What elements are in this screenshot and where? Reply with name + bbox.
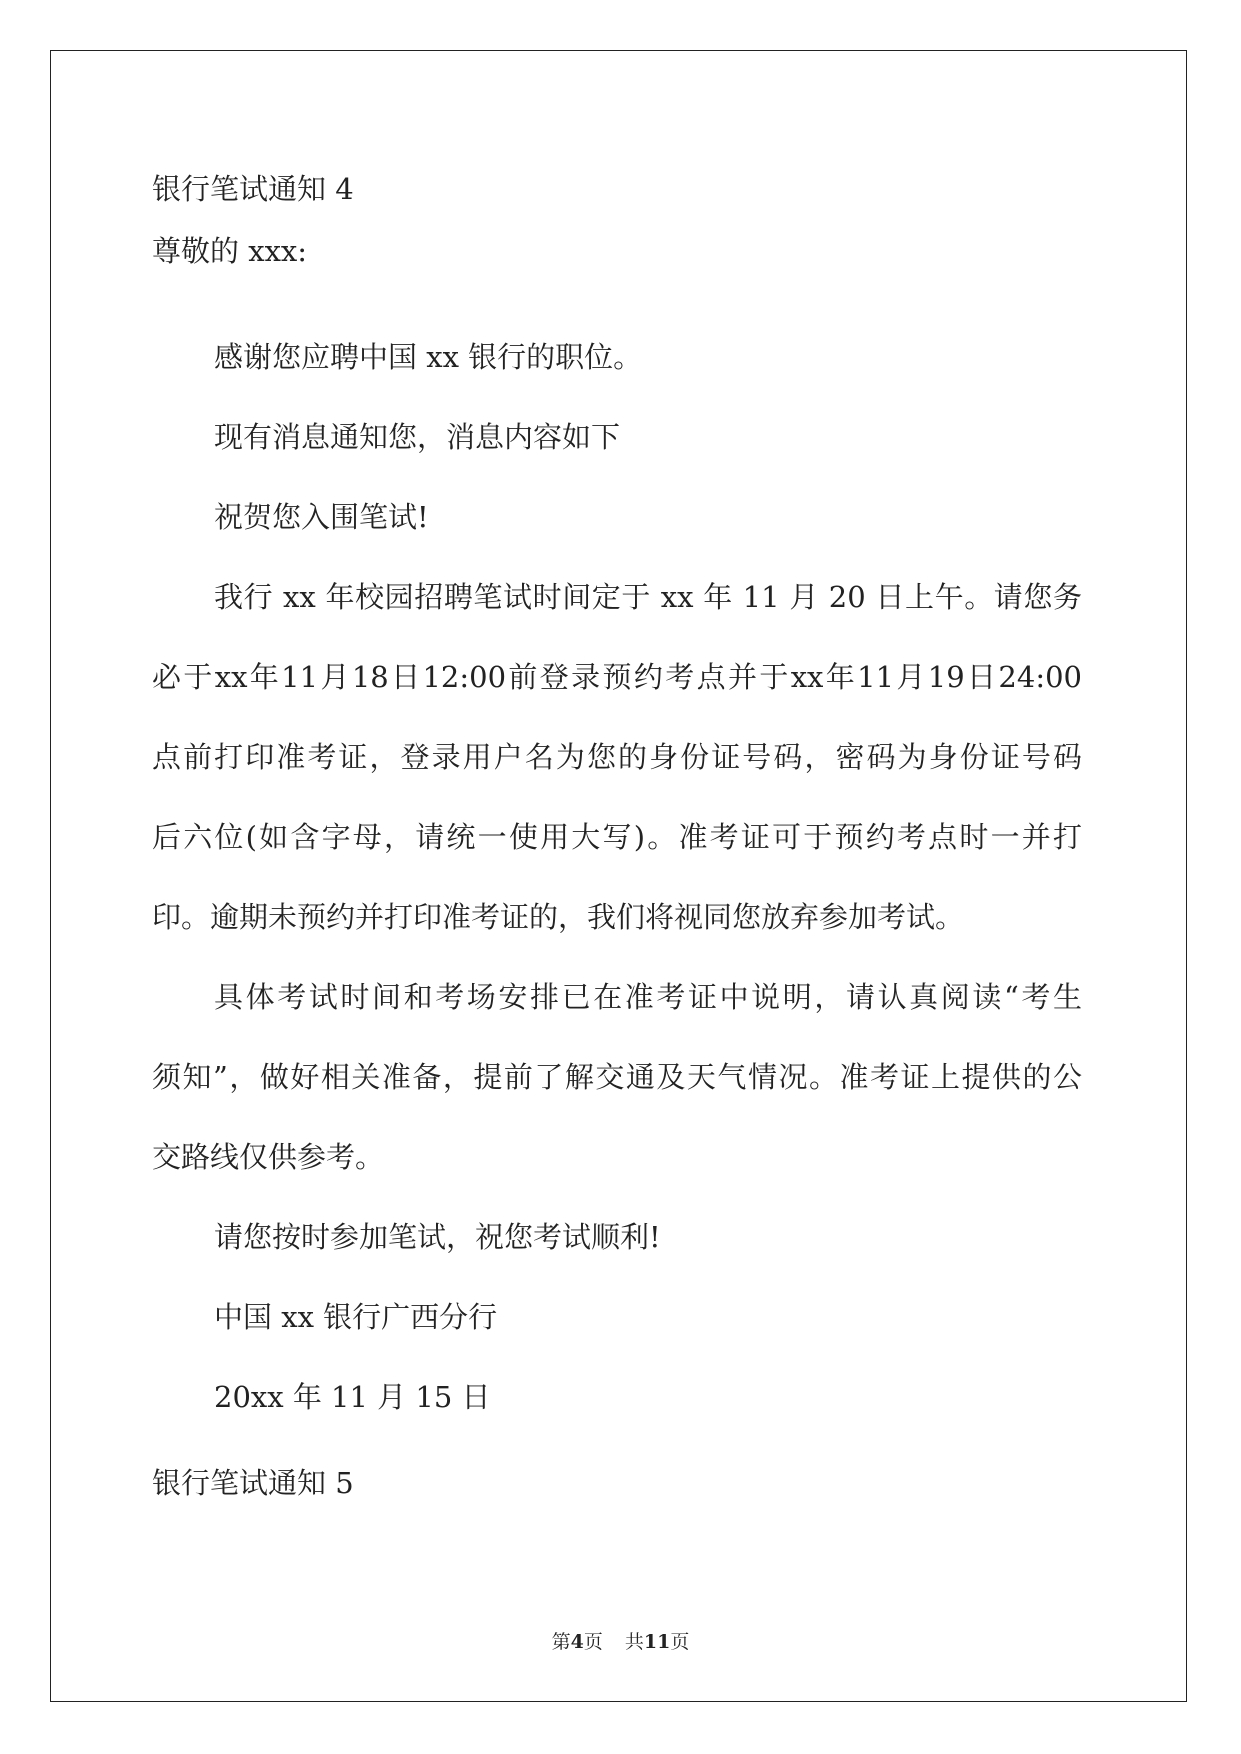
paragraph-exam-info-line-3: 交路线仅供参考。 bbox=[152, 1140, 385, 1174]
paragraph-thanks: 感谢您应聘中国 xx 银行的职位。 bbox=[214, 340, 643, 374]
section-heading-4: 银行笔试通知 4 bbox=[152, 172, 354, 206]
date: 20xx 年 11 月 15 日 bbox=[214, 1380, 491, 1414]
salutation: 尊敬的 xxx: bbox=[152, 234, 308, 268]
paragraph-schedule-line-4: 后六位(如含字母，请统一使用大写)。准考证可于预约考点时一并打 bbox=[152, 820, 1082, 854]
page-border bbox=[50, 50, 1187, 1702]
paragraph-exam-info-line-2: 须知”，做好相关准备，提前了解交通及天气情况。准考证上提供的公 bbox=[152, 1060, 1082, 1094]
paragraph-schedule-line-1: 我行 xx 年校园招聘笔试时间定于 xx 年 11 月 20 日上午。请您务 bbox=[214, 580, 1082, 614]
paragraph-schedule-line-2: 必于xx年11月18日12:00前登录预约考点并于xx年11月19日24:00 bbox=[152, 660, 1082, 694]
current-page-number: 4 bbox=[570, 1631, 584, 1653]
paragraph-closing: 请您按时参加笔试，祝您考试顺利! bbox=[214, 1220, 661, 1254]
total-page-count: 11 bbox=[643, 1631, 671, 1653]
footer-total-suffix: 页 bbox=[670, 1631, 690, 1653]
paragraph-exam-info-line-1: 具体考试时间和考场安排已在准考证中说明，请认真阅读“考生 bbox=[214, 980, 1082, 1014]
footer-total-prefix: 共 bbox=[624, 1631, 644, 1653]
footer-page-word: 页 bbox=[583, 1631, 603, 1653]
paragraph-notice-intro: 现有消息通知您，消息内容如下 bbox=[214, 420, 621, 454]
section-heading-5: 银行笔试通知 5 bbox=[152, 1466, 354, 1500]
signature: 中国 xx 银行广西分行 bbox=[214, 1300, 498, 1334]
paragraph-congrats: 祝贺您入围笔试! bbox=[214, 500, 429, 534]
paragraph-schedule-line-5: 印。逾期未预约并打印准考证的，我们将视同您放弃参加考试。 bbox=[152, 900, 965, 934]
page-footer bbox=[0, 1627, 1241, 1654]
footer-prefix: 第 bbox=[551, 1631, 571, 1653]
paragraph-schedule-line-3: 点前打印准考证，登录用户名为您的身份证号码，密码为身份证号码 bbox=[152, 740, 1082, 774]
